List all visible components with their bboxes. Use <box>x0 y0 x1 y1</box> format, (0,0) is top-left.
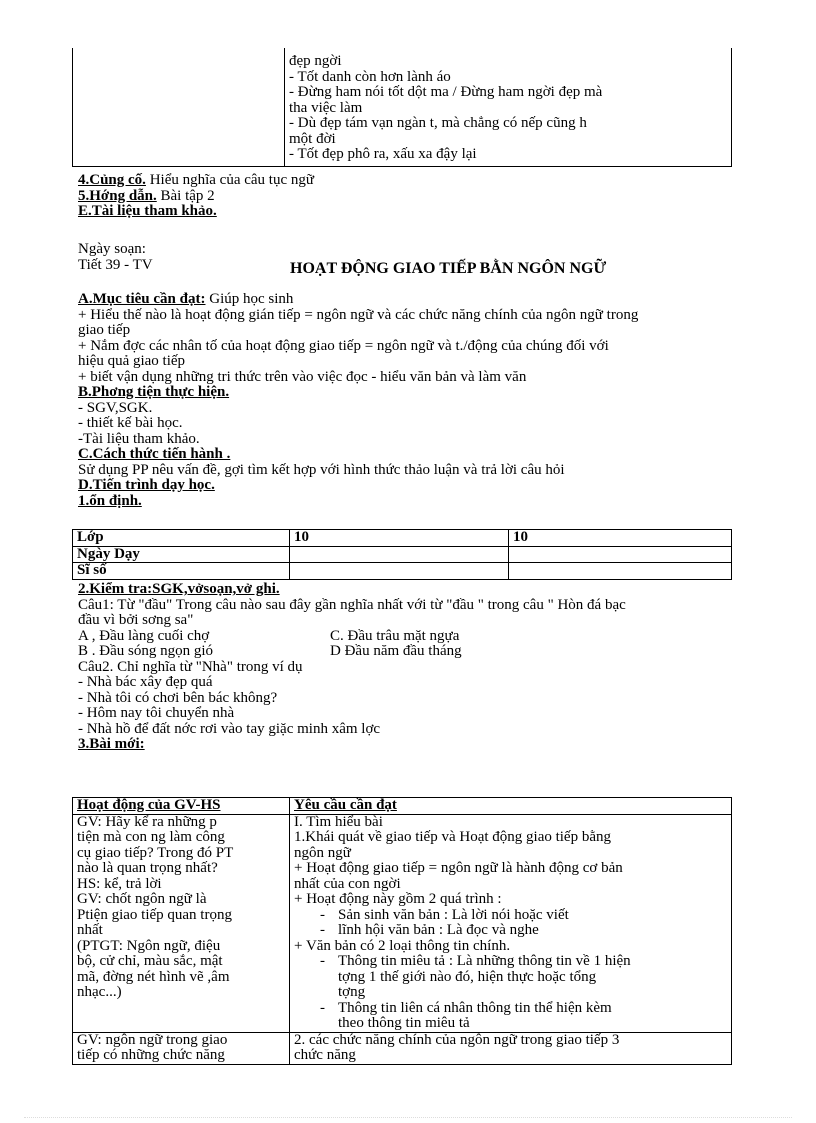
table-cell <box>290 546 509 563</box>
table-cell <box>509 563 732 580</box>
table-row <box>73 546 732 563</box>
text-line: - Tốt đẹp phô ra, xấu xa đậy lại <box>289 146 477 162</box>
tiet-label: Tiết 39 - TV <box>78 257 153 273</box>
section-a <box>78 292 798 509</box>
text-line: nhất <box>77 922 103 938</box>
text-line: Ptiện giao tiếp quan trọng <box>77 906 232 923</box>
text-line: một đời <box>289 130 336 147</box>
section-b-label: B.Phơng tiện thực hiện. <box>78 384 230 400</box>
text-line: - Nhà tôi có chơi bên bác không? <box>78 689 278 706</box>
text-line: chức năng <box>294 1047 356 1063</box>
table-cell <box>509 546 732 563</box>
text-line: 1.Khái quát về giao tiếp và Hoạt động giao tiếp bằng <box>294 829 611 845</box>
text-line: nhất của con ngời <box>294 875 401 892</box>
text-line: mã, đờng nét hình vẽ ,âm <box>77 968 230 985</box>
top-table-right-cell <box>285 48 732 167</box>
table-row <box>73 814 732 1032</box>
requirement-cell <box>290 814 732 1032</box>
top-table-left-cell <box>73 48 285 167</box>
section-a-label: A.Mục tiêu cần đạt: <box>78 291 206 307</box>
section-c-label: C.Cách thức tiến hành . <box>78 446 231 462</box>
option-c: C. Đầu trâu mặt ngựa <box>330 627 460 644</box>
option-row <box>78 644 798 660</box>
text-line: tha việc làm <box>289 99 363 116</box>
on-dinh-label: 1.ổn định. <box>78 492 142 509</box>
text-line: - Tốt danh còn hơn lành áo <box>289 68 451 85</box>
table-row <box>73 530 732 547</box>
text-line: tiện mà con ng làm công <box>77 829 225 845</box>
text-line: 2. các chức năng chính của ngôn ngữ trong giao tiếp 3 <box>294 1031 620 1048</box>
huong-dan-label: 5.Hớng dẫn. <box>78 187 157 204</box>
text-line: giao tiếp <box>78 322 131 338</box>
table-cell <box>290 563 509 580</box>
list-item: - Thông tin miêu tả : Là những thông tin về 1 hiện <box>320 953 631 969</box>
class-table <box>72 529 732 580</box>
text-line: - Hôm nay tôi chuyển nhà <box>78 705 235 721</box>
page-bottom-rule <box>24 1117 792 1118</box>
huong-dan-text: Bài tập 2 <box>156 187 215 204</box>
list-item-cont: tợng <box>338 984 366 1000</box>
table-row <box>73 563 732 580</box>
text-line: + biết vận dụng những tri thức trên vào việc đọc - hiểu văn bản và làm văn <box>78 368 527 385</box>
activity-cell <box>73 814 290 1032</box>
sub-list-1 <box>294 908 727 939</box>
text-line: Câu2. Chỉ nghĩa từ "Nhà" trong ví dụ <box>78 658 303 675</box>
option-d: D Đầu năm đầu tháng <box>330 643 462 659</box>
text-line: + Hoạt động này gồm 2 quá trình : <box>294 891 502 907</box>
consolidation-block <box>78 173 314 220</box>
text-line: - thiết kế bài học. <box>78 415 183 431</box>
text-line: đẹp ngời <box>289 53 342 69</box>
kiem-tra-label: 2.Kiểm tra:SGK,vởsoạn,vở ghi. <box>78 581 280 597</box>
sub-list-2 <box>294 954 727 1032</box>
list-item: - Sản sinh văn bản : Là lời nói hoặc viết <box>320 906 569 923</box>
section-d-label: D.Tiến trình dạy học. <box>78 477 215 493</box>
bai-moi-label: 3.Bài mới: <box>78 736 145 752</box>
text-line: - Đừng ham nói tốt dột ma / Đừng ham ngời đẹp mà <box>289 84 603 100</box>
table-row <box>73 1032 732 1064</box>
text-line: Câu1: Từ "đầu" Trong câu nào sau đây gần nghĩa nhất với từ "đầu " trong câu " Hòn đá bạc <box>78 596 626 613</box>
tai-lieu-heading: E.Tài liệu tham khảo. <box>78 203 217 219</box>
option-b: B . Đầu sóng ngọn gió <box>78 643 213 659</box>
list-item-cont: tợng 1 thế giới nào đó, hiện thực hoặc tổng <box>338 968 597 985</box>
activity-cell <box>73 1032 290 1064</box>
text-line: - Nhà hồ để đất nớc rơi vào tay giặc minh xâm lợc <box>78 720 381 737</box>
table-cell: Lớp <box>73 530 290 547</box>
text-line: + Văn bản có 2 loại thông tin chính. <box>294 937 511 954</box>
list-item: - Thông tin liên cá nhân thông tin thể hiện kèm <box>320 999 612 1016</box>
list-item: - lĩnh hội văn bản : Là đọc và nghe <box>320 922 539 938</box>
text-line: - Dù đẹp tám vạn ngàn t, mà chẳng có nếp cũng h <box>289 115 587 131</box>
text-line: GV: chốt ngôn ngữ là <box>77 891 207 907</box>
text-line: đầu vì bởi sơng sa" <box>78 612 194 628</box>
section-c-text: Sử dụng PP nêu vấn đề, gợi tìm kết hợp với hình thức thảo luận và trả lời câu hỏi <box>78 461 565 478</box>
text-line: HS: kể, trả lời <box>77 875 162 892</box>
text-line: tiếp có những chức năng <box>77 1047 225 1063</box>
main-table <box>72 797 732 1065</box>
text-line: + Hiểu thế nào là hoạt động gián tiếp = ngôn ngữ và các chức năng chính của ngôn ngữ trong <box>78 306 639 323</box>
text-line: ngôn ngữ <box>294 844 351 861</box>
text-line: nhạc...) <box>77 984 122 1000</box>
text-line: bộ, cử chỉ, màu sắc, mật <box>77 953 223 969</box>
text-line: I. Tìm hiểu bài <box>294 813 383 830</box>
text-line: nào là quan trọng nhất? <box>77 860 218 876</box>
text-line: + Nắm đợc các nhân tố của hoạt động giao tiếp = ngôn ngữ và t./động của chúng đối với <box>78 337 609 354</box>
text-line: hiệu quả giao tiếp <box>78 353 186 369</box>
top-table <box>72 48 732 167</box>
lesson-title: HOẠT ĐỘNG GIAO TIẾP BẰN NGÔN NGỮ <box>290 260 607 277</box>
table-cell: 10 <box>509 530 732 547</box>
text-line: cụ giao tiếp? Trong đó PT <box>77 844 234 861</box>
option-a: A , Đầu làng cuối chợ <box>78 627 210 644</box>
text-line: (PTGT: Ngôn ngữ, điệu <box>77 937 221 954</box>
kiem-tra-section <box>78 582 798 753</box>
text-line: GV: ngôn ngữ trong giao <box>77 1031 228 1048</box>
list-item-cont: theo thông tin miêu tả <box>338 1015 470 1031</box>
cung-co-text: Hiểu nghĩa của câu tục ngữ <box>145 172 315 188</box>
requirement-cell <box>290 1032 732 1064</box>
cung-co-label: 4.Củng cố. <box>78 172 146 188</box>
text-line: - SGV,SGK. <box>78 399 153 416</box>
option-row <box>78 629 798 645</box>
table-header: Hoạt động của GV-HS <box>73 798 290 815</box>
text-line: + Hoạt động giao tiếp = ngôn ngữ là hành động cơ bản <box>294 860 623 876</box>
table-cell: Sĩ số <box>73 563 290 580</box>
text-line: -Tài liệu tham khảo. <box>78 430 200 447</box>
table-cell: Ngày Dạy <box>73 546 290 563</box>
table-header-row <box>73 798 732 815</box>
ngay-soan: Ngày soạn: <box>78 241 146 257</box>
table-cell: 10 <box>290 530 509 547</box>
section-a-text: Giúp học sinh <box>205 291 294 307</box>
table-header: Yêu cầu cần đạt <box>290 798 732 815</box>
text-line: GV: Hãy kể ra những p <box>77 813 217 830</box>
text-line: - Nhà bác xây đẹp quá <box>78 674 213 690</box>
